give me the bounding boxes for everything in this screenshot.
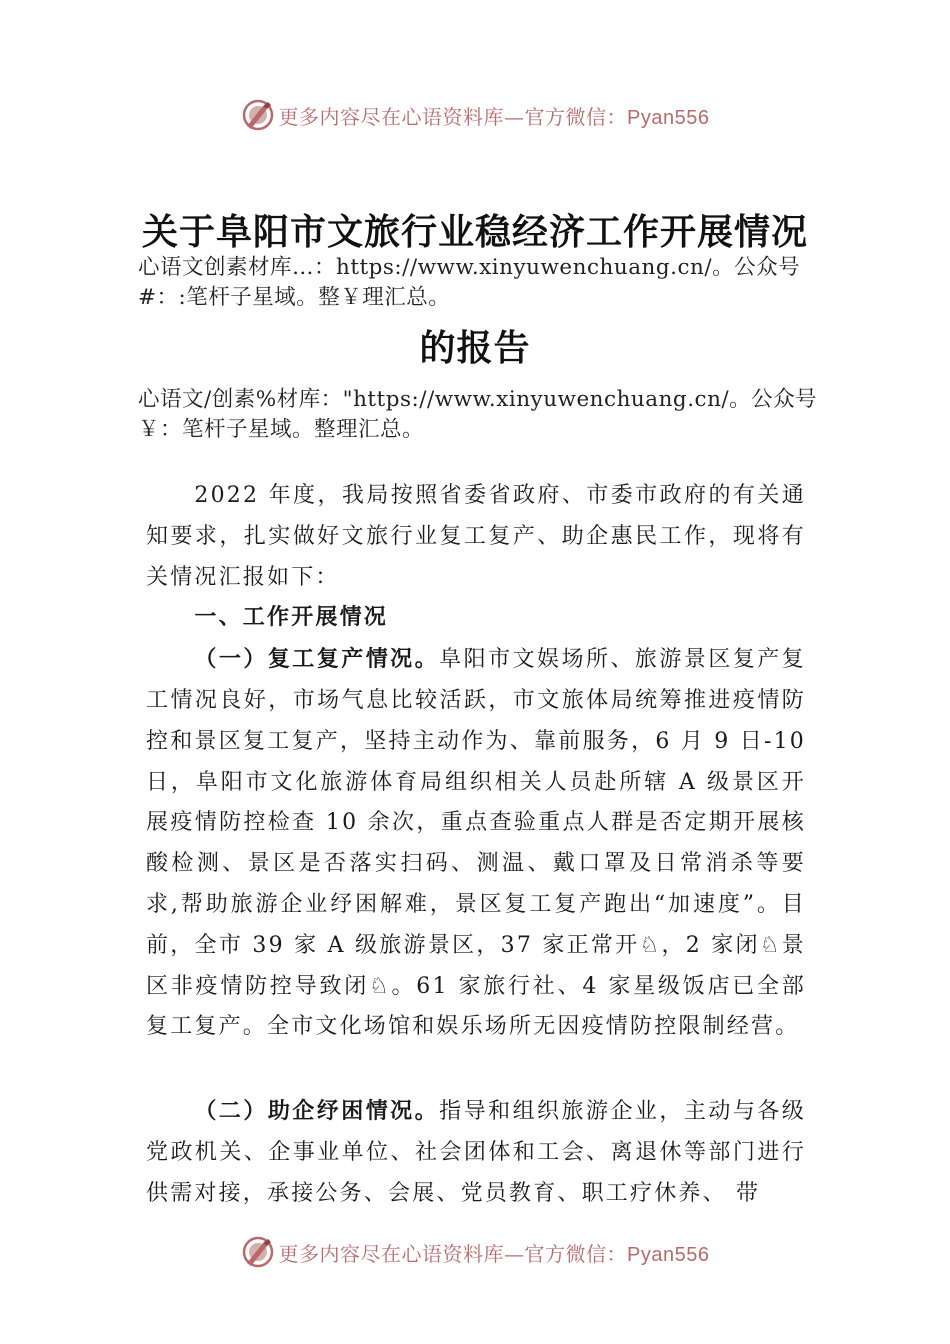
paragraph-1: [146, 639, 806, 1048]
paragraph-2-text: 指导和组织旅游企业，主动与各级党政机关、企事业单位、社会团体和工会、离退休等部门进行供需对接，承接公务、会展、党员教育、职工疗休养、 带: [146, 1099, 806, 1206]
paragraph-1-lead: （一）复工复产情况。: [194, 646, 440, 673]
section-heading: 一、工作开展情况: [194, 605, 388, 631]
page-title-line1: 关于阜阳市文旅行业稳经济工作开展情况: [141, 211, 808, 253]
banner-text: 更多内容尽在心语资料库—官方微信：Pyan556: [278, 104, 710, 129]
intro-paragraph: 2022 年度，我局按照省委省政府、市委市政府的有关通知要求，扎实做好文旅行业复工复产、助企惠民工作，现将有关情况汇报如下：: [146, 483, 806, 590]
watermark-note-2: 心语文/创素%材库："https://www.xinyuwenchuang.cn/。公众号￥：笔杆子星域。整理汇总。: [138, 387, 818, 442]
document-body: [146, 476, 806, 1048]
watermark-note-1: 心语文创素材库…：https://www.xinyuwenchuang.cn/。公众号#：:笔杆子星域。整￥理汇总。: [138, 255, 801, 310]
header-banner: [0, 95, 950, 135]
paragraph-1-text: 阜阳市文娱场所、旅游景区复产复工情况良好，市场气息比较活跃，市文旅体局统筹推进疫情防控和景区复工复产，坚持主动作为、靠前服务，6 月 9 日-10 日，阜阳市文化旅游体育局组织相关人员赴所辖 A 级景区开展疫情防控检查 10 余次，重点查验重点人群是否定期开展核酸检测、景区是否落实扫码、测温、戴口罩及日常消杀等要求,帮助旅游企业纾困解难，景区复工复产跑出“加速度”。目前，全市 39 家 A 级旅游景区，37 家正常开♘，2 家闭♘景区非疫情防控导致闭♘。61 家旅行社、4 家星级饭店已全部复工复产。全市文化场馆和娱乐场所无因疫情防控限制经营。: [146, 647, 806, 1040]
paragraph-2: [146, 1091, 806, 1214]
banner-account: Pyan556: [627, 1243, 710, 1266]
paragraph-2-lead: （二）助企纾困情况。: [194, 1098, 440, 1124]
pen-logo-icon: [241, 98, 275, 132]
banner-text: 更多内容尽在心语资料库—官方微信：Pyan556: [278, 1241, 710, 1266]
document-body-continued: [146, 1091, 806, 1214]
banner-account: Pyan556: [627, 106, 710, 129]
page-title-line2: 的报告: [419, 327, 531, 369]
pen-logo-icon: [241, 1235, 275, 1269]
footer-banner: [0, 1232, 950, 1272]
